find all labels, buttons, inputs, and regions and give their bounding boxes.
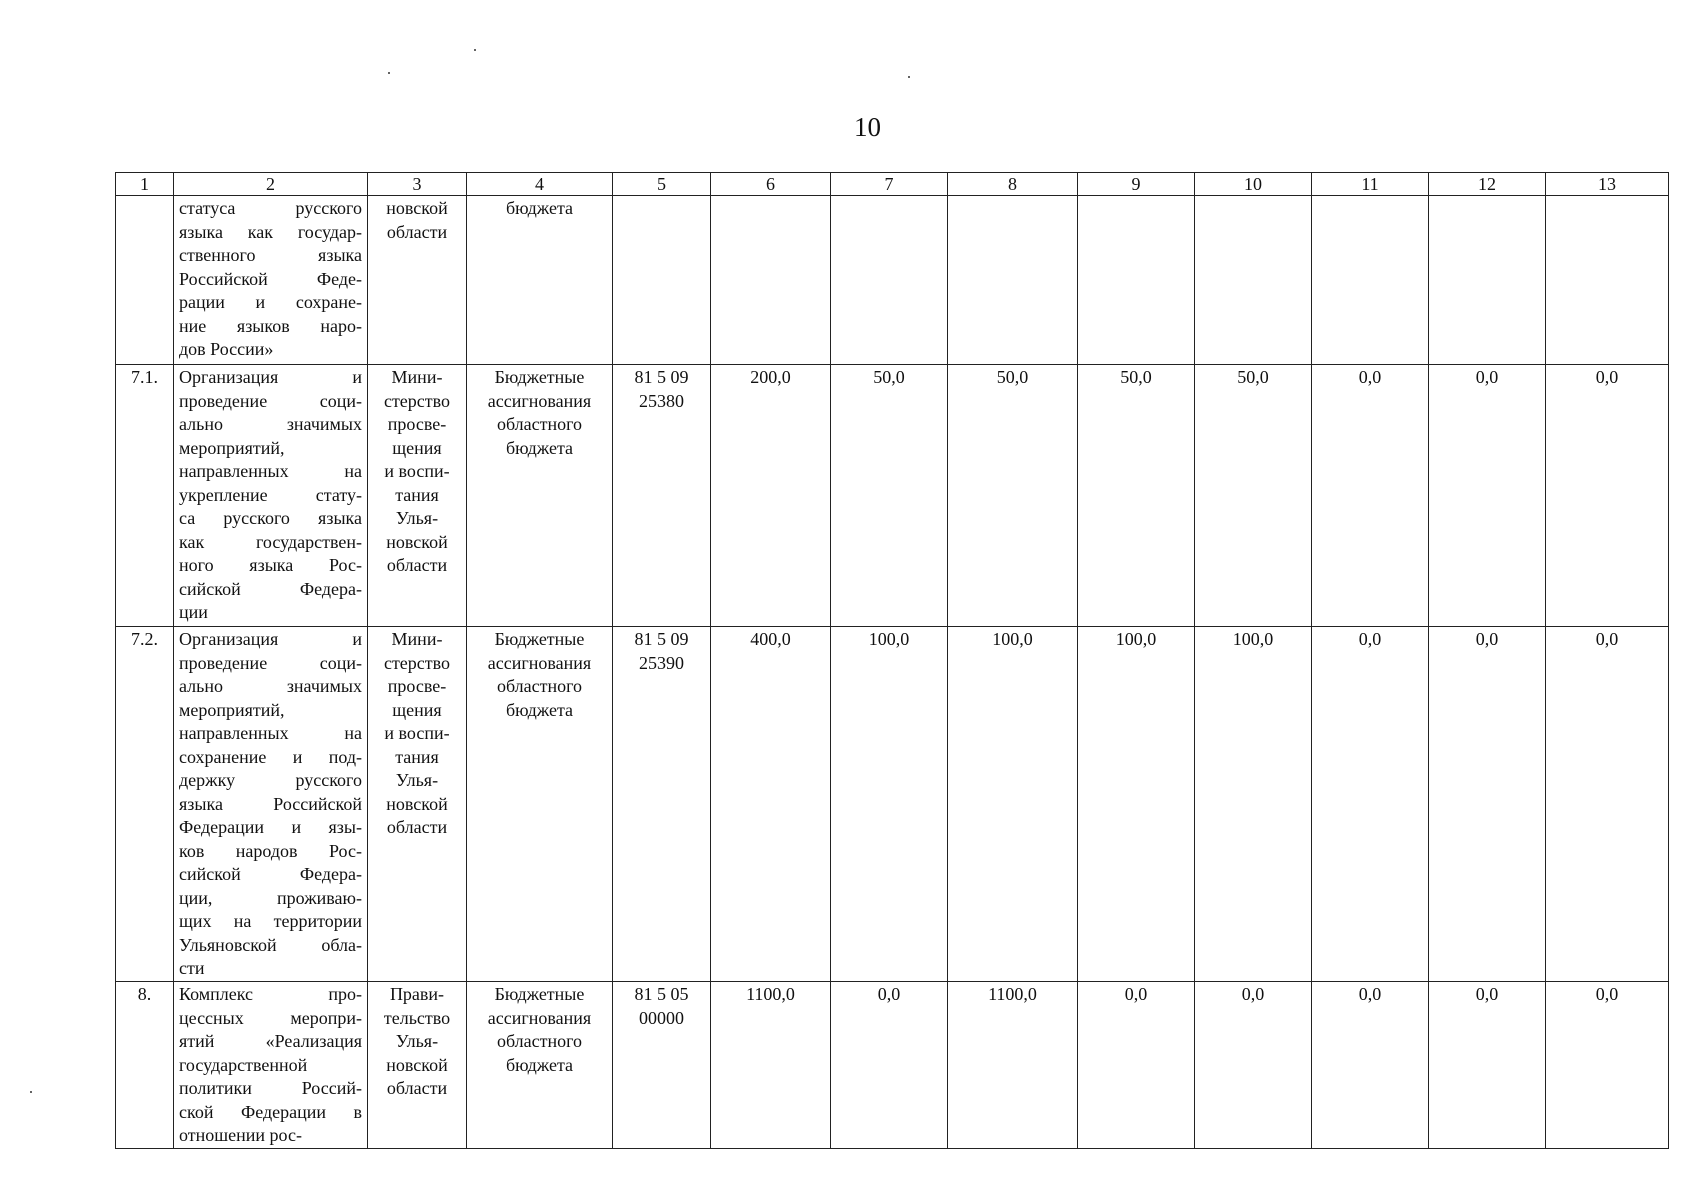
cell-line: области [386,555,448,575]
cell-line: областного [496,1031,583,1051]
budget-code-cell [613,365,711,627]
cell-line: направленных на [179,723,362,743]
cell-line: языка Российской [179,793,362,814]
cell-line: ассигнования [487,390,592,411]
amount-cell [831,196,948,365]
cell-line: Ульяновской обла- [179,934,362,955]
cell-line: политики Россий- [179,1078,362,1098]
cell-line: проведение соци- [179,390,362,411]
cell-line: ние языков наро- [179,315,362,336]
amount-cell [1078,196,1195,365]
cell-line: бюджета [505,437,574,458]
column-header: 10 [1195,173,1312,196]
budget-code-cell [613,627,711,982]
column-header: 1 [116,173,174,196]
budget-table [115,172,1669,1149]
cell-line: 00000 [639,1007,684,1028]
cell-line: щих на территории [179,911,362,931]
cell-line: областного [496,414,583,434]
row-index-cell: 7.1. [116,365,174,627]
activity-name-cell [174,627,368,982]
cell-line: области [386,817,448,837]
funding-source-cell [467,982,613,1149]
amount-cell: 0,0 [1546,627,1669,982]
cell-line: ции [179,602,208,622]
column-header: 13 [1546,173,1669,196]
amount-cell: 50,0 [1195,365,1312,627]
cell-line: стерство [383,390,451,411]
cell-line: Мини- [391,367,443,387]
cell-line: бюджета [505,1054,574,1075]
amount-cell: 1100,0 [711,982,831,1149]
scan-speck [30,1091,32,1093]
column-header: 7 [831,173,948,196]
cell-line: и воспи- [384,461,450,481]
column-header: 3 [368,173,467,196]
cell-line: мероприятий, [179,437,285,458]
amount-cell: 400,0 [711,627,831,982]
cell-line: сохранение и под- [179,746,362,767]
budget-code-cell [613,196,711,365]
table-row [116,627,1669,982]
column-header: 5 [613,173,711,196]
amount-cell [1195,196,1312,365]
amount-cell: 100,0 [831,627,948,982]
executor-cell [368,982,467,1149]
cell-line: направленных на [179,461,362,481]
cell-line: ально значимых [179,676,362,696]
cell-line: ции, проживаю- [179,887,362,908]
cell-line: ально значимых [179,414,362,434]
column-header: 9 [1078,173,1195,196]
amount-cell: 0,0 [1546,365,1669,627]
amount-cell: 0,0 [1312,982,1429,1149]
cell-line: Прави- [389,984,445,1004]
column-header: 6 [711,173,831,196]
cell-line: новской [386,793,448,814]
cell-line: сийской Федера- [179,864,362,884]
cell-line: рации и сохране- [179,292,362,312]
amount-cell: 0,0 [831,982,948,1149]
cell-line: мероприятий, [179,699,285,720]
amount-cell [1312,196,1429,365]
row-index-cell: 7.2. [116,627,174,982]
cell-line: проведение соци- [179,652,362,673]
amount-cell: 100,0 [948,627,1078,982]
cell-line: области [386,221,448,242]
activity-name-cell [174,982,368,1149]
amount-cell: 0,0 [1078,982,1195,1149]
cell-line: Организация и [179,367,362,387]
cell-line: Улья- [395,770,439,790]
cell-line: ного языка Рос- [179,555,362,575]
row-index-cell [116,196,174,365]
budget-code-cell [613,982,711,1149]
cell-line: Бюджетные [494,629,585,649]
column-header: 12 [1429,173,1546,196]
column-header: 2 [174,173,368,196]
amount-cell: 0,0 [1546,982,1669,1149]
cell-line: цессных меропри- [179,1007,362,1028]
row-index-cell: 8. [116,982,174,1149]
amount-cell: 50,0 [948,365,1078,627]
cell-line: ассигнования [487,1007,592,1028]
cell-line: са русского языка [179,508,362,528]
column-header: 11 [1312,173,1429,196]
table-row [116,982,1669,1149]
amount-cell: 100,0 [1195,627,1312,982]
cell-line: областного [496,676,583,696]
cell-line: 25390 [639,652,684,673]
cell-line: языка как государ- [179,221,362,242]
amount-cell: 0,0 [1195,982,1312,1149]
cell-line: просве- [387,414,447,434]
cell-line: отношении рос- [179,1125,302,1145]
amount-cell: 0,0 [1312,365,1429,627]
cell-line: Бюджетные [494,367,585,387]
funding-source-cell [467,365,613,627]
amount-cell: 1100,0 [948,982,1078,1149]
cell-line: тания [395,484,439,505]
cell-line: 81 5 09 [634,367,689,387]
cell-line: статуса русского [179,198,362,218]
cell-line: держку русского [179,770,362,790]
scan-speck [908,76,910,78]
cell-line: Улья- [395,508,439,528]
amount-cell: 50,0 [1078,365,1195,627]
cell-line: ков народов Рос- [179,840,362,861]
cell-line: сти [179,958,205,978]
cell-line: щения [392,699,442,720]
executor-cell [368,196,467,365]
cell-line: Комплекс про- [179,984,362,1004]
cell-line: 25380 [639,390,684,411]
cell-line: Федерации и язы- [179,817,362,837]
cell-line: ственного языка [179,245,362,265]
cell-line: ской Федерации в [179,1101,362,1122]
activity-name-cell [174,196,368,365]
amount-cell: 200,0 [711,365,831,627]
header-row [116,173,1669,196]
cell-line: 81 5 05 [634,984,689,1004]
cell-line: государственной [179,1054,308,1075]
cell-line: тельство [383,1007,451,1028]
cell-line: как государствен- [179,531,362,552]
amount-cell: 0,0 [1312,627,1429,982]
cell-line: новской [386,1054,448,1075]
cell-line: ятий «Реализация [179,1031,362,1051]
cell-line: сийской Федера- [179,578,362,599]
cell-line: бюджета [505,699,574,720]
amount-cell [948,196,1078,365]
cell-line: Российской Феде- [179,268,362,289]
amount-cell [1546,196,1669,365]
page-number: 10 [854,112,881,142]
column-header: 4 [467,173,613,196]
column-header: 8 [948,173,1078,196]
cell-line: просве- [387,676,447,696]
table-row [116,365,1669,627]
cell-line: ассигнования [487,652,592,673]
cell-line: тания [395,746,439,767]
executor-cell [368,365,467,627]
cell-line: Мини- [391,629,443,649]
amount-cell [1429,196,1546,365]
cell-line: дов России» [179,339,274,359]
amount-cell: 0,0 [1429,982,1546,1149]
cell-line: новской [386,531,448,552]
cell-line: Улья- [395,1031,439,1051]
cell-line: новской [386,198,448,218]
amount-cell: 0,0 [1429,365,1546,627]
cell-line: 81 5 09 [634,629,689,649]
cell-line: щения [392,437,442,458]
amount-cell [711,196,831,365]
funding-source-cell [467,627,613,982]
cell-line: укрепление стату- [179,484,362,505]
cell-line: стерство [383,652,451,673]
amount-cell: 50,0 [831,365,948,627]
scan-speck [388,72,390,74]
table-row [116,196,1669,365]
cell-line: Бюджетные [494,984,585,1004]
cell-line: Организация и [179,629,362,649]
scan-speck [474,49,476,51]
cell-line: области [386,1078,448,1098]
executor-cell [368,627,467,982]
amount-cell: 0,0 [1429,627,1546,982]
funding-source-cell [467,196,613,365]
cell-line: и воспи- [384,723,450,743]
activity-name-cell [174,365,368,627]
cell-line: бюджета [505,198,574,218]
amount-cell: 100,0 [1078,627,1195,982]
